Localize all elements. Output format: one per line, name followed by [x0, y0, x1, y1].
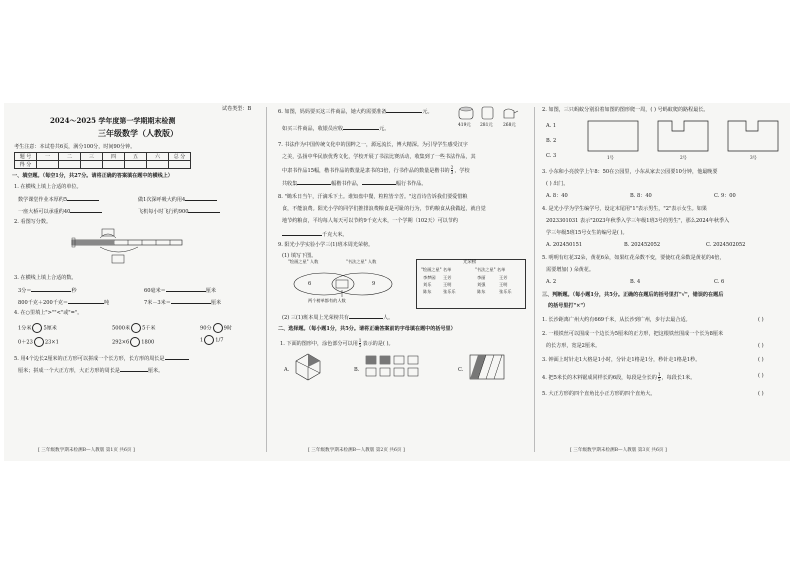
- judge-question-1: 1. 长沙距离广州大约有669千米，从长沙到广州，步行去最合适。: [542, 317, 691, 323]
- score-cell[interactable]: [81, 161, 103, 169]
- question-1-7e: 共收集 幅楷书作品， 幅行书作品。: [282, 181, 427, 187]
- compare-circle[interactable]: [32, 323, 42, 333]
- compare-circle[interactable]: [130, 337, 140, 347]
- question-1-9-2: (2) 三(1)班本周上光荣榜共有 人。: [282, 315, 394, 321]
- section-3-heading: 三、判断题。（每小题1分，共5分。正确的在题后的括号里打"√"，错误的在题后: [542, 292, 724, 298]
- choice-4-option-a[interactable]: A. 202450151: [546, 242, 583, 248]
- choice-5-option-c[interactable]: C. 6: [714, 279, 725, 285]
- choice-2-option-b[interactable]: B. 2: [546, 138, 557, 144]
- choice-3-option-c[interactable]: C. 9：00: [714, 193, 736, 199]
- score-cell[interactable]: [125, 161, 147, 169]
- compare-circle[interactable]: [204, 335, 214, 345]
- venn-label-right: "书法之星" 人数: [346, 259, 377, 264]
- choice-question-3b: ( ) 出门。: [546, 181, 569, 187]
- answer-blank[interactable]: [343, 124, 379, 130]
- question-1-7b: 之美，弘扬中华民族优秀文化，学校开展了书法比赛活动，收集到了一些书法作品，其: [282, 154, 476, 160]
- shape-label-3: 3号: [750, 155, 757, 160]
- question-1-3c: 800千克＋200千克＝ 吨: [18, 300, 110, 306]
- answer-blank[interactable]: [297, 179, 331, 185]
- honor-roll-title: 光荣榜: [463, 260, 477, 265]
- question-1-2: 2. 看图写分数。: [14, 219, 52, 225]
- answer-blank[interactable]: [386, 107, 422, 113]
- paper-type-label: 试卷类型：B: [222, 106, 252, 112]
- answer-blank[interactable]: [67, 195, 99, 201]
- option-c-parallelogram: [468, 353, 508, 381]
- question-1-1c: 一座大桥可以承重约40: [18, 207, 102, 215]
- choice-3-option-b[interactable]: B. 8：40: [630, 193, 652, 199]
- honor-name: 陈东: [477, 289, 486, 294]
- answer-blank[interactable]: [362, 179, 396, 185]
- fraction-bar-figure: [68, 227, 188, 269]
- choice-question-4c: 学三年级5班15号女生的编号是( )。: [546, 230, 628, 236]
- choice-question-4b: 2023301031 表示"2023年秋季入学三年级1班3号的男生"，那么2024年秋季入: [546, 218, 730, 224]
- compare-item: 1分米 5厘米: [18, 323, 57, 333]
- judge-question-5: 5. 大正方形的四个直角比小正方形的四个直角大。: [542, 391, 656, 397]
- honor-name: 陈东: [423, 289, 432, 294]
- answer-blank[interactable]: [349, 313, 383, 319]
- judge-question-3: 3. 钟面上时针走1大格是1小时，分针走1格是1分，秒针走1格是1秒。: [542, 357, 701, 363]
- choice-4-option-b[interactable]: B. 202452052: [624, 242, 661, 248]
- fraction-one-seventh: 1/7: [215, 337, 224, 344]
- score-table: [14, 152, 191, 169]
- choice-question-5a: 5. 明明有红花32朵，黄花6朵，如果红花朵数不变，要使红花朵数是黄花的4倍，: [542, 255, 725, 261]
- choice-question-3a: 3. 小东和小亮放学上午8：50在公园里，小东从家去公园要10分钟，他最晚要: [542, 169, 718, 175]
- honor-name: 王明: [443, 282, 452, 287]
- honor-name: 王明: [499, 282, 508, 287]
- page-1-footer: [ 三年级数学期末检测B—人教版 第1页 共6页 ]: [38, 448, 135, 453]
- answer-blank[interactable]: [68, 298, 104, 304]
- choice-1-option-c[interactable]: C.: [458, 367, 464, 373]
- page-divider: [534, 107, 535, 452]
- page-1: [8, 103, 260, 461]
- venn-answer-box: [336, 280, 348, 288]
- section-2-heading: 二、选择题。（每小题1分，共5分。请将正确答案前的字母填在题中的括号里）: [278, 326, 456, 332]
- question-1-8d: 千克大米。: [282, 230, 347, 238]
- choice-question-5b: 需要增加( ) 朵黄花。: [546, 267, 594, 273]
- price-1: 419元: [458, 123, 471, 128]
- score-header-cell: 题 号: [15, 153, 37, 161]
- product-images: [456, 105, 526, 123]
- choice-question-4a: 4. 是光小学为学生编学号，设定末尾用"1"表示男生，"2"表示女生。如果: [542, 206, 707, 212]
- question-1-9: 9. 阳光小学实验小学三(1)班本周光荣榜。: [278, 242, 374, 248]
- page-3: [540, 103, 790, 461]
- question-1-8a: 8. "锄禾日当午，汗滴禾下土。谁知盘中餐，粒粒皆辛苦。"这首诗告诉我们要爱惜粮: [278, 194, 468, 200]
- choice-1-option-a[interactable]: A.: [284, 367, 290, 373]
- shape-label-1: 1号: [607, 155, 614, 160]
- compare-circle[interactable]: [131, 323, 141, 333]
- question-1-5b: 厘米；拼成一个大正方形，大正方形的周长是 厘米。: [18, 368, 164, 374]
- page-2-footer: [ 三年级数学期末检测B—人教版 第2页 共6页 ]: [308, 448, 405, 453]
- honor-name: 王芳: [443, 275, 452, 280]
- question-1-1b: 做1次深呼吸大约用4: [138, 195, 217, 203]
- judge-question-2b: 的长方形，宽是2厘米。: [546, 343, 601, 349]
- exam-sheet: [4, 103, 790, 461]
- judge-answer-5[interactable]: ( ): [758, 391, 764, 397]
- choice-2-option-c[interactable]: C. 3: [546, 153, 557, 159]
- price-2: 281元: [480, 123, 493, 128]
- option-a-hexagon: [294, 353, 322, 381]
- question-1-7a: 7. 书法作为中国传统文化中的国粹之一，源远流长，博大精深。为引导学生感受汉字: [278, 142, 468, 148]
- score-cell[interactable]: [169, 161, 191, 169]
- honor-col-2-title: "书法之星" 名单: [475, 267, 506, 272]
- score-header-cell: 四: [103, 153, 125, 161]
- question-1-3: 3. 在横线上填上合适的数。: [14, 275, 77, 281]
- compare-circle[interactable]: [213, 323, 223, 333]
- compare-item: 292×6 1800: [112, 337, 154, 347]
- blender-icon: [482, 107, 493, 119]
- honor-name: 张乐乐: [499, 289, 512, 294]
- venn-left-count: 6: [308, 281, 312, 287]
- choice-4-option-c[interactable]: C. 2024502052: [706, 242, 746, 248]
- answer-blank[interactable]: [166, 286, 206, 292]
- score-header-cell: 一: [37, 153, 59, 161]
- honor-name: 刘强: [477, 282, 486, 287]
- score-table-row: [15, 161, 191, 169]
- exam-notice: 考生注意：本试卷共6页，满分100分，时间90分钟。: [14, 144, 136, 150]
- honor-name: 张乐乐: [443, 289, 456, 294]
- answer-blank[interactable]: [282, 230, 322, 236]
- venn-bottom-label: 两个榜单都有的人数: [308, 298, 346, 303]
- answer-blank[interactable]: [70, 207, 102, 213]
- score-header-cell: 总 分: [169, 153, 191, 161]
- answer-blank[interactable]: [188, 207, 220, 213]
- question-1-6a: 6. 如图，妈妈要买这三件商品，她大约需要准备 元。: [278, 109, 433, 115]
- question-1-3b: 60毫米＝ 厘米: [144, 288, 216, 294]
- exam-subject: 三年级数学（人教版）: [98, 128, 178, 138]
- choice-5-option-a[interactable]: A. 2: [546, 279, 557, 285]
- question-1-8b: 食，不能浪费。阳光小学的同学们推排浪费粮食是可耻的行为，节约粮食从我做起，就自觉: [282, 206, 486, 212]
- judge-answer-1[interactable]: ( ): [758, 317, 764, 323]
- score-cell[interactable]: [103, 161, 125, 169]
- page-3-footer: [ 三年级数学期末检测B—人教版 第3页 共6页 ]: [570, 448, 667, 453]
- score-row-label: 得 分: [15, 161, 37, 169]
- score-cell[interactable]: [147, 161, 169, 169]
- judge-answer-3[interactable]: ( ): [758, 357, 764, 363]
- honor-col-1-title: "绘画之星" 名单: [421, 267, 452, 272]
- choice-3-option-a[interactable]: A. 8：40: [546, 193, 568, 199]
- choice-5-option-b[interactable]: B. 4: [630, 279, 641, 285]
- judge-answer-2[interactable]: ( ): [758, 343, 764, 349]
- score-header-cell: 三: [81, 153, 103, 161]
- question-1-4: 4. 在○里填上">""<"或"="。: [14, 310, 83, 316]
- compare-item: 0＋23 23×1: [18, 337, 59, 347]
- question-1-5a: 5. 用4个边长2厘米的正方形可以拼成一个长方形，长方形的周长是: [14, 354, 189, 362]
- choice-1-option-b[interactable]: B.: [354, 367, 360, 373]
- exam-title: 2024～2025 学年度第一学期期末检测: [50, 116, 176, 125]
- section-1-heading: 一、填空题。（每空1分，共27分。请将正确的答案填在题中的横线上）: [12, 173, 173, 179]
- honor-roll: [416, 259, 526, 309]
- question-1-6b: 如买三件商品，收银员应收 元。: [282, 126, 390, 132]
- compare-item: 1 1/7: [200, 335, 223, 345]
- honor-name: 王芳: [499, 275, 508, 280]
- honor-name: 李梦园: [423, 275, 436, 280]
- judge-question-2a: 2. 一根铁丝可以围成一个边长为5厘米的正方形，把这根铁丝围成一个长为8厘米: [542, 331, 724, 337]
- kettle-icon: [504, 109, 514, 118]
- question-1-3a: 3分＝ 秒: [18, 288, 77, 294]
- choice-question-1: 1. 下面的图形中，涂色部分可以用 $\frac{1}{5}$ 表示的是( )。: [280, 338, 394, 348]
- choice-2-option-a[interactable]: A. 1: [546, 123, 557, 129]
- judge-question-4: 4. 把5米长的木料锯成同样长的6段，每段是全长的 $\frac{1}{5}$ ，每段长1米。: [542, 372, 696, 382]
- score-table-header: [15, 153, 191, 161]
- ant-path-shapes: [586, 119, 786, 159]
- venn-right-count: 9: [372, 281, 376, 287]
- compare-circle[interactable]: [34, 337, 44, 347]
- option-b-candies: [364, 353, 434, 381]
- shape-label-2: 2号: [680, 155, 687, 160]
- page-divider: [266, 107, 267, 452]
- judge-answer-4[interactable]: ( ): [758, 373, 764, 379]
- answer-blank[interactable]: [120, 366, 148, 372]
- page-2: [274, 103, 530, 461]
- section-3-heading-cont: 的括号里打"×"）: [548, 303, 589, 309]
- score-header-cell: 六: [147, 153, 169, 161]
- score-cell[interactable]: [59, 161, 81, 169]
- question-1-8c: 地节约粮食，平均每人每天可以节约9千克大米，一个学期（102天）可以节约: [282, 218, 458, 224]
- compare-item: 5000米 5千米: [112, 323, 156, 333]
- answer-blank[interactable]: [185, 195, 217, 201]
- answer-blank[interactable]: [171, 298, 211, 304]
- choice-question-2: 2. 如图，三只蚂蚁分别沿着如图的图形爬一周，( ) 号蚂蚁爬的路程最长。: [542, 107, 709, 113]
- question-1-1: 1. 在横线上填上合适的单位。: [14, 184, 82, 190]
- answer-blank[interactable]: [165, 354, 189, 360]
- question-1-3d: 7米－3米＝ 厘米: [144, 300, 222, 306]
- question-1-7c: 中隶书作品15幅，楷书作品的数量是隶书的3倍，行书作品的数量是楷书的 $\frac{2}{3}$ ，学校: [282, 165, 470, 175]
- honor-name: 刘乐: [423, 282, 432, 287]
- compare-item: 90分 9时: [200, 323, 232, 333]
- question-1-1a: 数学课堂作业本厚约5: [18, 195, 99, 203]
- price-3: 268元: [503, 123, 516, 128]
- score-cell[interactable]: [37, 161, 59, 169]
- answer-blank[interactable]: [31, 286, 71, 292]
- honor-name: 李丽: [477, 275, 486, 280]
- question-1-1d: 飞机每小时飞行约900: [138, 207, 220, 215]
- venn-label-left: "绘画之星" 人数: [288, 259, 319, 264]
- question-1-9-1: (1) 填写下图。: [282, 253, 317, 259]
- score-header-cell: 二: [59, 153, 81, 161]
- score-header-cell: 五: [125, 153, 147, 161]
